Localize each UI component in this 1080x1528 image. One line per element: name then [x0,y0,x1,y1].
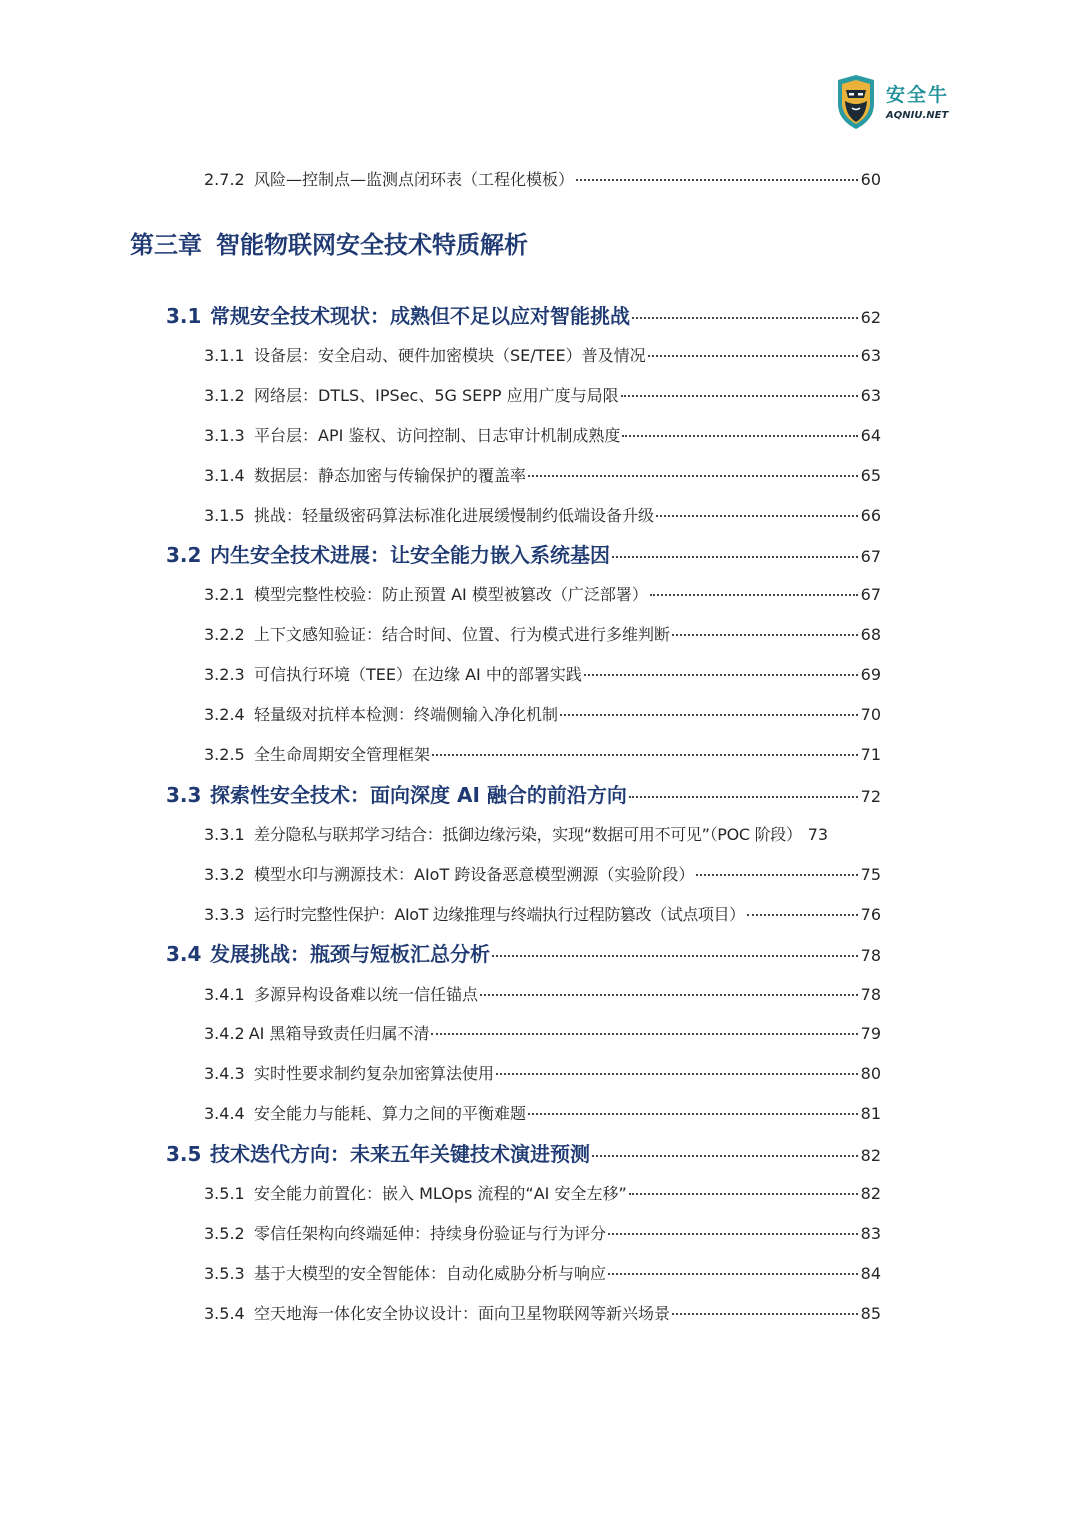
toc-section-title: 技术迭代方向：未来五年关键技术演进预测 [210,1142,590,1166]
dot-leader [672,634,858,636]
toc-entry-number: 3.1.1 [204,346,245,365]
toc-entry-3-4-1[interactable] [204,983,881,1007]
toc-section-title: 发展挑战：瓶颈与短板汇总分析 [210,942,490,966]
toc-entry-number: 3.2.5 [204,745,245,764]
toc-entry-3-2-3[interactable] [204,663,881,687]
toc-entry-title: 设备层：安全启动、硬件加密模块（SE/TEE）普及情况 [254,346,646,365]
toc-entry-number: 3.1.4 [204,466,245,485]
toc-entry-number: 3.1.2 [204,386,245,405]
toc-section-page: 78 [860,946,881,965]
toc-entry-3-3-2[interactable] [204,863,881,887]
dot-leader [612,556,858,558]
toc-entry-title: 安全能力前置化：嵌入 MLOps 流程的“AI 安全左移” [254,1184,627,1203]
toc-entry-title: 轻量级对抗样本检测：终端侧输入净化机制 [254,705,559,724]
dot-leader [622,435,857,437]
chapter-heading[interactable] [130,228,528,262]
toc-entry-2-7-2[interactable] [204,168,881,192]
toc-entry-title: 模型完整性校验：防止预置 AI 模型被篡改（广泛部署） [254,585,648,604]
toc-entry-number: 3.3.3 [204,905,245,924]
toc-entry-page: 68 [860,625,881,644]
toc-entry-number: 2.7.2 [204,170,245,189]
toc-entry-page: 73 [807,825,829,844]
dot-leader [431,1033,857,1035]
toc-entry-page: 84 [860,1264,881,1283]
toc-entry-title: 平台层：API 鉴权、访问控制、日志审计机制成熟度 [254,426,621,445]
toc-entry-3-1-5[interactable] [204,504,881,528]
dot-leader [648,355,858,357]
dot-leader [608,1233,858,1235]
chapter-title: 智能物联网安全技术特质解析 [216,231,528,259]
toc-entry-3-2-4[interactable] [204,703,881,727]
toc-entry-3-5-2[interactable] [204,1222,881,1246]
chapter-number: 第三章 [130,231,202,259]
logo-brand-domain: AQNIU.NET [886,110,949,121]
toc-section-3-1[interactable] [166,301,881,331]
toc-entry-title: 模型水印与溯源技术：AIoT 跨设备恶意模型溯源（实验阶段） [254,865,695,884]
toc-entry-page: 70 [860,705,881,724]
dot-leader [576,179,858,181]
toc-entry-title: 风险—控制点—监测点闭环表（工程化模板） [254,170,575,189]
toc-entry-3-3-3[interactable] [204,903,881,927]
toc-section-page: 72 [860,787,881,806]
dot-leader [747,914,858,916]
toc-entry-number: 3.2.4 [204,705,245,724]
toc-entry-title: 零信任架构向终端延伸：持续身份验证与行为评分 [254,1224,607,1243]
toc-entry-number: 3.1.3 [204,426,245,445]
toc-section-number: 3.5 [166,1142,202,1166]
dot-leader [629,1193,858,1195]
toc-entry-page: 63 [860,346,881,365]
toc-section-3-5[interactable] [166,1139,881,1169]
toc-entry-number: 3.5.3 [204,1264,245,1283]
toc-entry-title: 网络层：DTLS、IPSec、5G SEPP 应用广度与局限 [254,386,619,405]
toc-entry-3-4-2[interactable] [204,1022,881,1046]
toc-section-title: 探索性安全技术：面向深度 AI 融合的前沿方向 [210,783,627,807]
toc-entry-title: 安全能力与能耗、算力之间的平衡难题 [254,1104,527,1123]
toc-section-3-4[interactable] [166,939,881,969]
dot-leader [528,475,858,477]
toc-entry-page: 79 [860,1024,881,1043]
toc-entry-number: 3.5.1 [204,1184,245,1203]
toc-entry-3-2-1[interactable] [204,583,881,607]
dot-leader [629,796,858,798]
dot-leader [560,714,858,716]
toc-entry-title: AI 黑箱导致责任归属不清 [248,1024,430,1043]
toc-entry-page: 66 [860,506,881,525]
toc-entry-number: 3.3.2 [204,865,245,884]
dot-leader [592,1155,858,1157]
toc-entry-3-5-3[interactable] [204,1262,881,1286]
toc-entry-3-4-4[interactable] [204,1102,881,1126]
toc-entry-3-1-4[interactable] [204,464,881,488]
toc-section-page: 82 [860,1146,881,1165]
toc-entry-number: 3.2.2 [204,625,245,644]
toc-entry-number: 3.5.4 [204,1304,245,1323]
toc-entry-page: 81 [860,1104,881,1123]
toc-entry-3-5-1[interactable] [204,1182,881,1206]
toc-entry-title: 数据层：静态加密与传输保护的覆盖率 [254,466,527,485]
toc-entry-page: 63 [860,386,881,405]
toc-entry-title: 挑战：轻量级密码算法标准化进展缓慢制约低端设备升级 [254,506,655,525]
toc-entry-3-4-3[interactable] [204,1062,881,1086]
toc-entry-title: 空天地海一体化安全协议设计：面向卫星物联网等新兴场景 [254,1304,671,1323]
dot-leader [621,395,858,397]
toc-entry-page: 76 [860,905,881,924]
dot-leader [608,1273,858,1275]
toc-entry-page: 85 [860,1304,881,1323]
logo-brand-name: 安全牛 [886,84,950,106]
dot-leader [656,515,858,517]
toc-entry-number: 3.2.1 [204,585,245,604]
toc-entry-number: 3.4.3 [204,1064,245,1083]
toc-entry-page: 75 [860,865,881,884]
toc-entry-number: 3.4.1 [204,985,245,1004]
toc-entry-number: 3.2.3 [204,665,245,684]
toc-entry-title: 多源异构设备难以统一信任锚点 [254,985,479,1004]
toc-entry-3-1-3[interactable] [204,424,881,448]
toc-entry-page: 64 [860,426,881,445]
toc-section-title: 内生安全技术进展：让安全能力嵌入系统基因 [210,543,610,567]
toc-entry-page: 82 [860,1184,881,1203]
toc-entry-page: 80 [860,1064,881,1083]
toc-entry-title: 差分隐私与联邦学习结合：抵御边缘污染，实现“数据可用不可见”（POC 阶段） [254,825,802,844]
toc-section-title: 常规安全技术现状：成熟但不足以应对智能挑战 [210,304,630,328]
shield-mascot-icon [834,74,878,130]
toc-entry-3-3-1[interactable] [204,823,944,847]
dot-leader [496,1073,858,1075]
toc-entry-3-2-5[interactable] [204,743,881,767]
toc-entry-page: 78 [860,985,881,1004]
dot-leader [672,1313,858,1315]
toc-section-page: 62 [860,308,881,327]
toc-entry-title: 可信执行环境（TEE）在边缘 AI 中的部署实践 [254,665,582,684]
toc-entry-number: 3.4.2 [204,1024,245,1043]
dot-leader [632,317,858,319]
toc-entry-page: 65 [860,466,881,485]
dot-leader [432,754,858,756]
toc-section-page: 67 [860,547,881,566]
toc-section-3-2[interactable] [166,540,881,570]
toc-section-number: 3.4 [166,942,202,966]
toc-entry-number: 3.4.4 [204,1104,245,1123]
toc-entry-page: 60 [860,170,881,189]
toc-entry-number: 3.1.5 [204,506,245,525]
dot-leader [696,874,857,876]
toc-section-3-3[interactable] [166,780,881,810]
dot-leader [650,594,858,596]
toc-entry-page: 71 [860,745,881,764]
toc-section-number: 3.1 [166,304,202,328]
toc-entry-number: 3.5.2 [204,1224,245,1243]
toc-entry-title: 实时性要求制约复杂加密算法使用 [254,1064,495,1083]
dot-leader [584,674,858,676]
toc-section-number: 3.3 [166,783,202,807]
dot-leader [492,955,858,957]
toc-entry-3-1-2[interactable] [204,384,881,408]
toc-entry-page: 69 [860,665,881,684]
aqniu-logo [834,74,964,132]
dot-leader [528,1113,858,1115]
toc-entry-title: 运行时完整性保护：AIoT 边缘推理与终端执行过程防篡改（试点项目） [254,905,745,924]
toc-entry-title: 基于大模型的安全智能体：自动化威胁分析与响应 [254,1264,607,1283]
toc-entry-number: 3.3.1 [204,825,245,844]
toc-entry-3-5-4[interactable] [204,1302,881,1326]
toc-entry-3-1-1[interactable] [204,344,881,368]
toc-entry-page: 83 [860,1224,881,1243]
toc-section-number: 3.2 [166,543,202,567]
toc-entry-3-2-2[interactable] [204,623,881,647]
toc-entry-title: 全生命周期安全管理框架 [254,745,431,764]
toc-entry-page: 67 [860,585,881,604]
dot-leader [480,994,858,996]
toc-entry-title: 上下文感知验证：结合时间、位置、行为模式进行多维判断 [254,625,671,644]
